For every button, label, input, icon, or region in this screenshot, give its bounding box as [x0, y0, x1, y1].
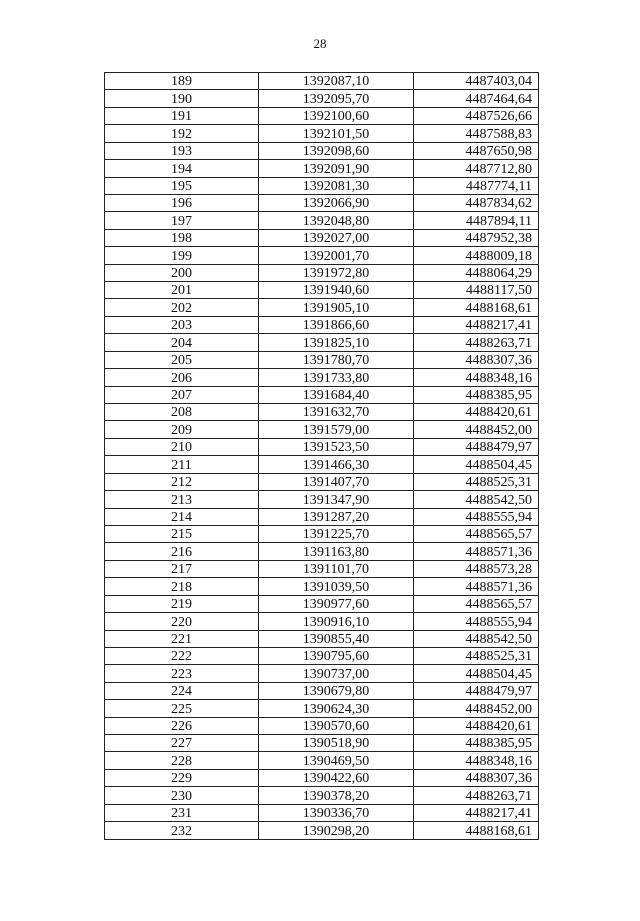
table-row — [105, 282, 539, 299]
table-row — [105, 804, 539, 821]
point-number-cell: 219 — [105, 595, 259, 612]
x-coordinate-cell: 1390422,60 — [259, 769, 414, 786]
x-coordinate-cell: 1390298,20 — [259, 822, 414, 839]
point-number-cell: 215 — [105, 525, 259, 542]
point-number-cell: 189 — [105, 73, 259, 90]
point-number-cell: 208 — [105, 404, 259, 421]
x-coordinate-cell: 1390916,10 — [259, 613, 414, 630]
y-coordinate-cell: 4487650,98 — [414, 142, 539, 159]
y-coordinate-cell: 4487894,11 — [414, 212, 539, 229]
y-coordinate-cell: 4488565,57 — [414, 525, 539, 542]
x-coordinate-cell: 1391632,70 — [259, 404, 414, 421]
y-coordinate-cell: 4488525,31 — [414, 473, 539, 490]
point-number-cell: 195 — [105, 177, 259, 194]
point-number-cell: 216 — [105, 543, 259, 560]
point-number-cell: 221 — [105, 630, 259, 647]
table-row — [105, 421, 539, 438]
table-row — [105, 700, 539, 717]
point-number-cell: 192 — [105, 125, 259, 142]
x-coordinate-cell: 1390336,70 — [259, 804, 414, 821]
point-number-cell: 199 — [105, 247, 259, 264]
table-row — [105, 316, 539, 333]
y-coordinate-cell: 4487403,04 — [414, 73, 539, 90]
y-coordinate-cell: 4488565,57 — [414, 595, 539, 612]
x-coordinate-cell: 1391972,80 — [259, 264, 414, 281]
table-row — [105, 229, 539, 246]
x-coordinate-cell: 1391225,70 — [259, 525, 414, 542]
y-coordinate-cell: 4488479,97 — [414, 438, 539, 455]
x-coordinate-cell: 1391733,80 — [259, 369, 414, 386]
table-row — [105, 473, 539, 490]
y-coordinate-cell: 4488217,41 — [414, 804, 539, 821]
y-coordinate-cell: 4488420,61 — [414, 404, 539, 421]
table-row — [105, 386, 539, 403]
y-coordinate-cell: 4488525,31 — [414, 647, 539, 664]
x-coordinate-cell: 1390679,80 — [259, 682, 414, 699]
table-row — [105, 456, 539, 473]
point-number-cell: 232 — [105, 822, 259, 839]
x-coordinate-cell: 1392095,70 — [259, 90, 414, 107]
coordinates-table — [104, 72, 539, 840]
table-row — [105, 595, 539, 612]
y-coordinate-cell: 4488571,36 — [414, 578, 539, 595]
y-coordinate-cell: 4487834,62 — [414, 194, 539, 211]
x-coordinate-cell: 1390795,60 — [259, 647, 414, 664]
table-row — [105, 508, 539, 525]
table-row — [105, 822, 539, 839]
x-coordinate-cell: 1391039,50 — [259, 578, 414, 595]
y-coordinate-cell: 4488420,61 — [414, 717, 539, 734]
x-coordinate-cell: 1391684,40 — [259, 386, 414, 403]
x-coordinate-cell: 1391579,00 — [259, 421, 414, 438]
x-coordinate-cell: 1392001,70 — [259, 247, 414, 264]
x-coordinate-cell: 1391940,60 — [259, 282, 414, 299]
y-coordinate-cell: 4488555,94 — [414, 508, 539, 525]
x-coordinate-cell: 1391163,80 — [259, 543, 414, 560]
y-coordinate-cell: 4488555,94 — [414, 613, 539, 630]
point-number-cell: 205 — [105, 351, 259, 368]
table-row — [105, 194, 539, 211]
x-coordinate-cell: 1392091,90 — [259, 160, 414, 177]
table-row — [105, 299, 539, 316]
point-number-cell: 190 — [105, 90, 259, 107]
table-row — [105, 682, 539, 699]
point-number-cell: 206 — [105, 369, 259, 386]
point-number-cell: 213 — [105, 491, 259, 508]
y-coordinate-cell: 4487712,80 — [414, 160, 539, 177]
y-coordinate-cell: 4488385,95 — [414, 735, 539, 752]
y-coordinate-cell: 4488479,97 — [414, 682, 539, 699]
table-row — [105, 125, 539, 142]
point-number-cell: 217 — [105, 560, 259, 577]
y-coordinate-cell: 4488009,18 — [414, 247, 539, 264]
point-number-cell: 223 — [105, 665, 259, 682]
table-row — [105, 160, 539, 177]
point-number-cell: 209 — [105, 421, 259, 438]
x-coordinate-cell: 1390737,00 — [259, 665, 414, 682]
table-row — [105, 247, 539, 264]
x-coordinate-cell: 1392098,60 — [259, 142, 414, 159]
x-coordinate-cell: 1391523,50 — [259, 438, 414, 455]
x-coordinate-cell: 1391287,20 — [259, 508, 414, 525]
y-coordinate-cell: 4487464,64 — [414, 90, 539, 107]
table-row — [105, 351, 539, 368]
x-coordinate-cell: 1392101,50 — [259, 125, 414, 142]
x-coordinate-cell: 1390624,30 — [259, 700, 414, 717]
table-row — [105, 543, 539, 560]
y-coordinate-cell: 4488504,45 — [414, 456, 539, 473]
table-row — [105, 369, 539, 386]
point-number-cell: 212 — [105, 473, 259, 490]
y-coordinate-cell: 4488307,36 — [414, 769, 539, 786]
x-coordinate-cell: 1392100,60 — [259, 107, 414, 124]
point-number-cell: 211 — [105, 456, 259, 473]
table-row — [105, 264, 539, 281]
table-row — [105, 404, 539, 421]
y-coordinate-cell: 4488452,00 — [414, 421, 539, 438]
y-coordinate-cell: 4488542,50 — [414, 630, 539, 647]
x-coordinate-cell: 1392048,80 — [259, 212, 414, 229]
x-coordinate-cell: 1391905,10 — [259, 299, 414, 316]
table-row — [105, 73, 539, 90]
y-coordinate-cell: 4488168,61 — [414, 822, 539, 839]
table-row — [105, 717, 539, 734]
table-row — [105, 334, 539, 351]
table-row — [105, 769, 539, 786]
table-row — [105, 560, 539, 577]
y-coordinate-cell: 4488452,00 — [414, 700, 539, 717]
y-coordinate-cell: 4488117,50 — [414, 282, 539, 299]
point-number-cell: 203 — [105, 316, 259, 333]
table-row — [105, 752, 539, 769]
point-number-cell: 214 — [105, 508, 259, 525]
page-number: 28 — [313, 36, 327, 51]
x-coordinate-cell: 1391866,60 — [259, 316, 414, 333]
point-number-cell: 210 — [105, 438, 259, 455]
table-row — [105, 212, 539, 229]
point-number-cell: 194 — [105, 160, 259, 177]
x-coordinate-cell: 1390469,50 — [259, 752, 414, 769]
y-coordinate-cell: 4487774,11 — [414, 177, 539, 194]
point-number-cell: 222 — [105, 647, 259, 664]
table-row — [105, 438, 539, 455]
x-coordinate-cell: 1392081,30 — [259, 177, 414, 194]
x-coordinate-cell: 1391466,30 — [259, 456, 414, 473]
point-number-cell: 198 — [105, 229, 259, 246]
y-coordinate-cell: 4488217,41 — [414, 316, 539, 333]
table-row — [105, 491, 539, 508]
y-coordinate-cell: 4488573,28 — [414, 560, 539, 577]
table-row — [105, 578, 539, 595]
point-number-cell: 224 — [105, 682, 259, 699]
x-coordinate-cell: 1392087,10 — [259, 73, 414, 90]
x-coordinate-cell: 1391825,10 — [259, 334, 414, 351]
point-number-cell: 225 — [105, 700, 259, 717]
x-coordinate-cell: 1391101,70 — [259, 560, 414, 577]
x-coordinate-cell: 1390570,60 — [259, 717, 414, 734]
point-number-cell: 193 — [105, 142, 259, 159]
y-coordinate-cell: 4487526,66 — [414, 107, 539, 124]
x-coordinate-cell: 1392066,90 — [259, 194, 414, 211]
table-row — [105, 525, 539, 542]
table-row — [105, 787, 539, 804]
x-coordinate-cell: 1390518,90 — [259, 735, 414, 752]
point-number-cell: 200 — [105, 264, 259, 281]
point-number-cell: 197 — [105, 212, 259, 229]
point-number-cell: 201 — [105, 282, 259, 299]
y-coordinate-cell: 4488168,61 — [414, 299, 539, 316]
x-coordinate-cell: 1391780,70 — [259, 351, 414, 368]
y-coordinate-cell: 4488348,16 — [414, 369, 539, 386]
coordinates-table-body — [105, 73, 539, 840]
x-coordinate-cell: 1392027,00 — [259, 229, 414, 246]
x-coordinate-cell: 1391407,70 — [259, 473, 414, 490]
point-number-cell: 207 — [105, 386, 259, 403]
x-coordinate-cell: 1390977,60 — [259, 595, 414, 612]
table-row — [105, 107, 539, 124]
point-number-cell: 204 — [105, 334, 259, 351]
y-coordinate-cell: 4488263,71 — [414, 334, 539, 351]
point-number-cell: 228 — [105, 752, 259, 769]
table-row — [105, 142, 539, 159]
y-coordinate-cell: 4488385,95 — [414, 386, 539, 403]
point-number-cell: 220 — [105, 613, 259, 630]
table-row — [105, 613, 539, 630]
y-coordinate-cell: 4488571,36 — [414, 543, 539, 560]
point-number-cell: 226 — [105, 717, 259, 734]
point-number-cell: 218 — [105, 578, 259, 595]
y-coordinate-cell: 4487588,83 — [414, 125, 539, 142]
x-coordinate-cell: 1390855,40 — [259, 630, 414, 647]
point-number-cell: 191 — [105, 107, 259, 124]
x-coordinate-cell: 1391347,90 — [259, 491, 414, 508]
point-number-cell: 230 — [105, 787, 259, 804]
point-number-cell: 229 — [105, 769, 259, 786]
table-row — [105, 665, 539, 682]
y-coordinate-cell: 4488064,29 — [414, 264, 539, 281]
point-number-cell: 227 — [105, 735, 259, 752]
y-coordinate-cell: 4488542,50 — [414, 491, 539, 508]
table-row — [105, 735, 539, 752]
y-coordinate-cell: 4488348,16 — [414, 752, 539, 769]
y-coordinate-cell: 4488307,36 — [414, 351, 539, 368]
table-row — [105, 90, 539, 107]
y-coordinate-cell: 4488263,71 — [414, 787, 539, 804]
point-number-cell: 196 — [105, 194, 259, 211]
point-number-cell: 202 — [105, 299, 259, 316]
point-number-cell: 231 — [105, 804, 259, 821]
table-row — [105, 630, 539, 647]
y-coordinate-cell: 4488504,45 — [414, 665, 539, 682]
table-row — [105, 647, 539, 664]
table-row — [105, 177, 539, 194]
y-coordinate-cell: 4487952,38 — [414, 229, 539, 246]
x-coordinate-cell: 1390378,20 — [259, 787, 414, 804]
